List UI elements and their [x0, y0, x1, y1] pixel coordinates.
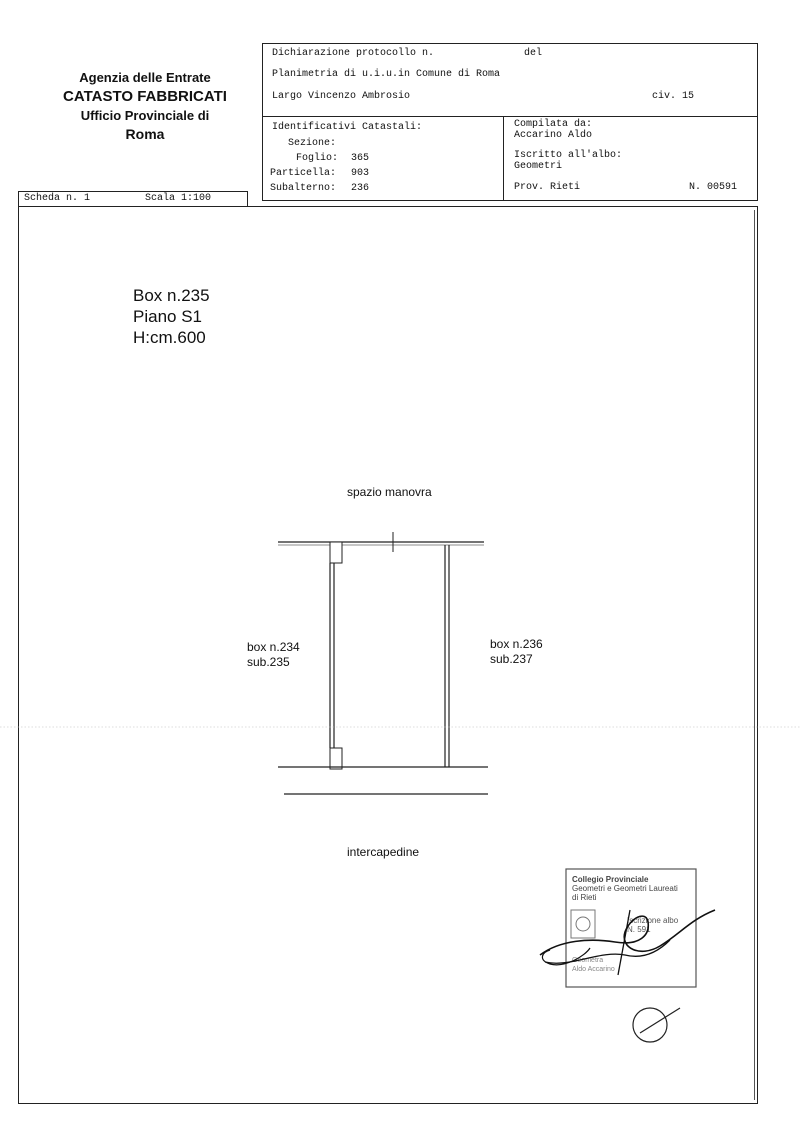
register-number: N. 00591: [689, 182, 738, 193]
stamp-line1: Collegio Provinciale: [572, 875, 649, 884]
office-city: Roma: [125, 126, 165, 142]
left-pillar-bottom: [330, 748, 342, 769]
stamp-line6: Geometra: [572, 957, 604, 964]
left-box-number: box n.234: [247, 640, 300, 654]
iscritto-label: Iscritto all'albo:: [514, 150, 623, 161]
compiler-name: Accarino Aldo: [514, 130, 593, 141]
circle-mark-icon: [628, 1000, 684, 1046]
office-subtitle: Ufficio Provinciale di: [80, 108, 210, 123]
subalterno-value: 236: [351, 183, 370, 194]
intercapedine-label: intercapedine: [347, 845, 420, 859]
subalterno-label: Subalterno:: [270, 183, 337, 194]
box-title: Box n.235: [133, 286, 210, 305]
identificativi-title: Identificativi Catastali:: [272, 122, 423, 133]
compilata-label: Compilata da:: [514, 119, 593, 130]
scheda-scale: Scala 1:100: [145, 193, 212, 204]
planimetria-line: Planimetria di u.i.u.in Comune di Roma: [272, 69, 501, 80]
stamp-line5: N. 591: [627, 925, 651, 934]
civic-number: civ. 15: [652, 91, 695, 102]
floor-label: Piano S1: [133, 307, 202, 326]
agency-name: Agenzia delle Entrate: [79, 70, 211, 85]
catasto-title: CATASTO FABBRICATI: [63, 88, 227, 105]
stamp-line2: Geometri e Geometri Laureati: [572, 884, 678, 893]
right-box-sub: sub.237: [490, 652, 533, 666]
spazio-manovra-label: spazio manovra: [347, 485, 432, 499]
particella-label: Particella:: [270, 168, 337, 179]
foglio-label: Foglio:: [296, 153, 339, 164]
iscritto-value: Geometri: [514, 161, 563, 172]
particella-value: 903: [351, 168, 370, 179]
address-line: Largo Vincenzo Ambrosio: [272, 91, 411, 102]
right-box-number: box n.236: [490, 637, 543, 651]
scheda-number: Scheda n. 1: [24, 193, 91, 204]
foglio-value: 365: [351, 153, 370, 164]
province: Prov. Rieti: [514, 182, 581, 193]
stamp-line4: Iscrizione albo: [627, 916, 679, 925]
left-pillar-top: [330, 542, 342, 563]
signature: [530, 880, 730, 980]
height-label: H:cm.600: [133, 328, 206, 347]
protocol-date-label: del: [524, 48, 543, 59]
sezione-label: Sezione:: [288, 138, 337, 149]
protocol-label: Dichiarazione protocollo n.: [272, 48, 435, 59]
left-box-sub: sub.235: [247, 655, 290, 669]
stamp-line3: di Rieti: [572, 893, 597, 902]
stamp-line7: Aldo Accarino: [572, 966, 615, 973]
